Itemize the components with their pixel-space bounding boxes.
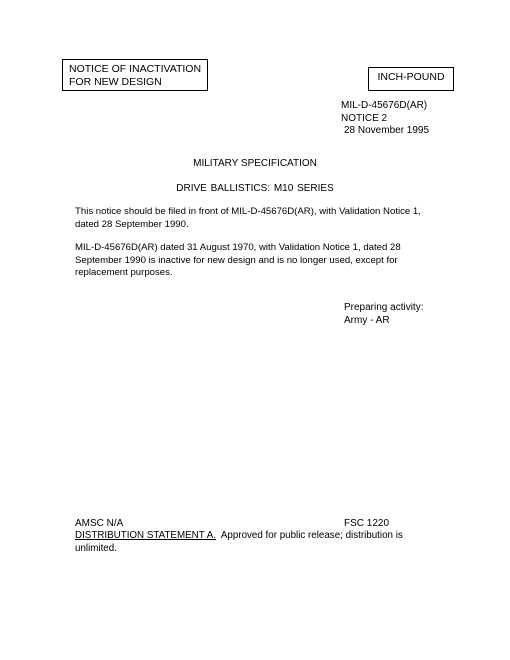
inactivation-paragraph: MIL-D-45676D(AR) dated 31 August 1970, with Validation Notice 1, dated 28 September 1990 is inactive for new design and is no longer used, except for replacement purposes. xyxy=(75,242,401,278)
distribution-label: DISTRIBUTION STATEMENT A. xyxy=(75,530,216,541)
fsc-code: FSC 1220 xyxy=(344,518,390,529)
filing-paragraph: This notice should be filed in front of MIL-D-45676D(AR), with Validation Notice 1, dated 28 September 1990. xyxy=(75,206,421,230)
distribution-statement xyxy=(75,530,445,555)
preparing-activity-value: Army - AR xyxy=(344,314,390,326)
document-identifier xyxy=(341,100,461,138)
notice-date: 28 November 1995 xyxy=(344,125,430,136)
notice-box-line1: NOTICE OF INACTIVATION xyxy=(69,63,202,75)
distribution-text: Approved for public release; distribution is unlimited. xyxy=(75,530,406,554)
preparing-activity xyxy=(344,302,474,327)
page-title: MILITARY SPECIFICATION xyxy=(193,158,317,169)
inch-pound-box xyxy=(368,67,454,91)
page-subtitle: DRIVE BALLISTICS: M10 SERIES xyxy=(176,183,334,194)
notice-number: NOTICE 2 xyxy=(341,112,388,124)
notice-box-line2: FOR NEW DESIGN xyxy=(69,76,162,89)
notice-of-inactivation-box xyxy=(62,59,208,91)
unit-label: INCH-POUND xyxy=(377,71,445,83)
document-number: MIL-D-45676D(AR) xyxy=(341,100,428,111)
amsc-code: AMSC N/A xyxy=(75,518,124,529)
preparing-activity-label: Preparing activity: xyxy=(344,302,424,313)
